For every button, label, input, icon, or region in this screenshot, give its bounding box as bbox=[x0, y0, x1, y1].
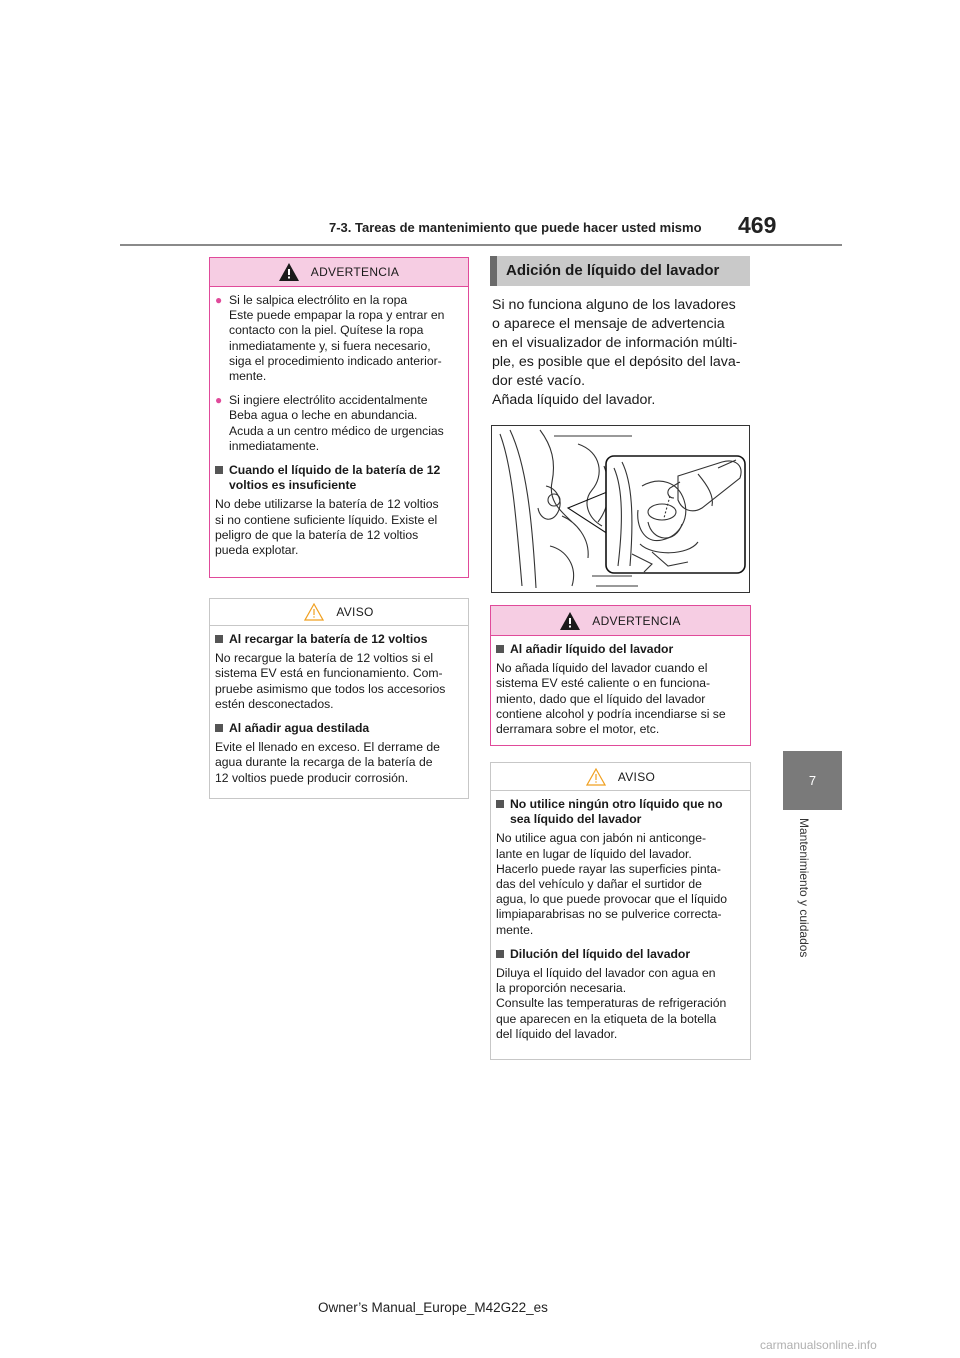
notice-item bbox=[215, 632, 463, 647]
caution-box-header bbox=[210, 599, 468, 626]
notice-line: inmediatamente. bbox=[229, 438, 320, 453]
notice-item-heading bbox=[510, 797, 745, 827]
bullet-dot-icon: ● bbox=[215, 293, 223, 307]
bullet-square-icon bbox=[215, 632, 229, 647]
notice-item bbox=[496, 947, 745, 962]
warning-triangle-icon bbox=[279, 263, 299, 281]
intro-line: o aparece el mensaje de advertencia bbox=[492, 316, 725, 332]
notice-heading-line: No utilice ningún otro líquido que no bbox=[510, 797, 723, 811]
notice-item-body bbox=[215, 651, 463, 712]
notice-item-text bbox=[229, 393, 463, 454]
notice-body-line: peligro de que la batería de 12 voltios bbox=[215, 527, 419, 542]
chapter-tab[interactable] bbox=[783, 751, 842, 810]
intro-line: ple, es posible que el depósito del lava- bbox=[492, 354, 741, 370]
warning-box-washer bbox=[490, 605, 751, 746]
notice-body-line: No añada líquido del lavador cuando el bbox=[496, 661, 708, 676]
notice-body-line: Evite el llenado en exceso. El derrame de bbox=[215, 740, 440, 755]
notice-item-body bbox=[496, 661, 745, 737]
notice-item bbox=[215, 721, 463, 736]
notice-heading-line: Al añadir líquido del lavador bbox=[510, 642, 674, 656]
notice-item-text bbox=[229, 293, 463, 384]
notice-body-line: que aparecen en la etiqueta de la botella bbox=[496, 1011, 717, 1026]
bullet-square-icon bbox=[496, 642, 510, 657]
notice-body-line: del líquido del lavador. bbox=[496, 1026, 618, 1041]
notice-heading-line: voltios es insuficiente bbox=[229, 478, 357, 493]
notice-body-line: das del vehículo y dañar el surtidor de bbox=[496, 877, 702, 892]
notice-heading-line: sea líquido del lavador bbox=[510, 812, 642, 827]
notice-item bbox=[215, 393, 463, 454]
page-number: 469 bbox=[738, 212, 777, 238]
section-intro bbox=[492, 296, 754, 410]
notice-item-body bbox=[496, 966, 745, 1042]
warning-box-title: ADVERTENCIA bbox=[310, 265, 400, 279]
warning-box-title: ADVERTENCIA bbox=[592, 613, 681, 628]
warning-box-header bbox=[491, 606, 750, 636]
notice-body-line: sistema EV está en funcionamiento. Com- bbox=[215, 666, 443, 681]
notice-line: mente. bbox=[229, 369, 267, 384]
section-heading: Adición de líquido del lavador bbox=[490, 256, 750, 286]
notice-body-line: 12 voltios puede producir corrosión. bbox=[215, 770, 409, 785]
notice-item-heading bbox=[510, 947, 745, 962]
notice-body-line: Diluya el líquido del lavador con agua en bbox=[496, 966, 716, 981]
notice-body-line: estén desconectados. bbox=[215, 696, 334, 711]
intro-line: Añada líquido del lavador. bbox=[492, 392, 656, 408]
notice-body-line: pueda explotar. bbox=[215, 543, 299, 558]
notice-body-line: agua durante la recarga de la batería de bbox=[215, 755, 433, 770]
notice-body-line: Consulte las temperaturas de refrigeración bbox=[496, 996, 727, 1011]
notice-body-line: la proporción necesaria. bbox=[496, 981, 627, 996]
notice-body-line: limpiaparabrisas no se pulverice correcta- bbox=[496, 907, 722, 922]
caution-box-title: AVISO bbox=[617, 769, 656, 784]
notice-line: Beba agua o leche en abundancia. bbox=[229, 408, 418, 423]
warning-box-body bbox=[491, 636, 750, 737]
notice-item-heading bbox=[229, 632, 463, 647]
notice-item bbox=[215, 293, 463, 384]
notice-body-line: contiene alcohol y podría incendiarse si se bbox=[496, 706, 726, 721]
notice-item-body bbox=[496, 831, 745, 937]
notice-body-line: pruebe asimismo que todos los accesorios bbox=[215, 681, 446, 696]
caution-box-washer bbox=[490, 762, 751, 1060]
notice-item-heading bbox=[229, 721, 463, 736]
notice-line: Si ingiere electrólito accidentalmente bbox=[229, 393, 428, 408]
notice-body-line: No recargue la batería de 12 voltios si el bbox=[215, 651, 434, 666]
notice-item-body bbox=[215, 740, 463, 786]
notice-heading-line: Al añadir agua destilada bbox=[229, 721, 370, 736]
notice-item-heading bbox=[229, 463, 463, 493]
engine-bay-drawing bbox=[492, 426, 749, 592]
caution-box-charging bbox=[209, 598, 469, 799]
notice-item bbox=[496, 797, 745, 827]
warning-triangle-icon bbox=[560, 612, 580, 630]
notice-body-line: si no contiene suficiente líquido. Existe el bbox=[215, 512, 438, 527]
notice-heading-line: Dilución del líquido del lavador bbox=[510, 946, 691, 961]
caution-box-body bbox=[491, 791, 750, 1042]
notice-body-line: No utilice agua con jabón ni anticonge- bbox=[496, 831, 707, 846]
header-rule bbox=[120, 244, 842, 246]
intro-line: en el visualizador de información múlti- bbox=[492, 335, 738, 351]
notice-item-body bbox=[215, 497, 463, 558]
intro-line: dor esté vacío. bbox=[492, 373, 586, 389]
intro-line: Si no funciona alguno de los lavadores bbox=[492, 297, 736, 313]
notice-line: Este puede empapar la ropa y entrar en bbox=[229, 308, 445, 323]
caution-box-header bbox=[491, 763, 750, 791]
notice-heading-line: Cuando el líquido de la batería de 12 bbox=[229, 463, 441, 478]
warning-box-body bbox=[210, 287, 468, 558]
bullet-square-icon bbox=[215, 463, 229, 493]
notice-line: Acuda a un centro médico de urgencias bbox=[229, 423, 444, 438]
notice-item bbox=[496, 642, 745, 657]
chapter-label: Mantenimiento y cuidados bbox=[797, 818, 811, 958]
warning-box-header bbox=[210, 258, 468, 287]
chapter-number: 7 bbox=[808, 773, 817, 788]
notice-body-line: agua, lo que puede provocar que el líquido bbox=[496, 892, 728, 907]
notice-heading-line: Al recargar la batería de 12 voltios bbox=[229, 632, 428, 646]
notice-body-line: Hacerlo puede rayar las superficies pinta- bbox=[496, 861, 721, 876]
footer-manual-id: Owner’s Manual_Europe_M42G22_es bbox=[318, 1300, 548, 1315]
watermark: carmanualsonline.info bbox=[760, 1338, 877, 1352]
bullet-dot-icon: ● bbox=[215, 393, 223, 408]
caution-triangle-icon bbox=[586, 768, 606, 786]
caution-triangle-icon bbox=[304, 603, 324, 621]
notice-body-line: mente. bbox=[496, 922, 534, 937]
bullet-square-icon bbox=[496, 947, 510, 962]
caution-box-title: AVISO bbox=[336, 605, 374, 619]
warning-box-battery bbox=[209, 257, 469, 578]
notice-item bbox=[215, 463, 463, 493]
notice-body-line: miento, dado que el líquido del lavador bbox=[496, 691, 706, 706]
notice-body-line: derramara sobre el motor, etc. bbox=[496, 722, 660, 737]
notice-line: Si le salpica electrólito en la ropa bbox=[229, 293, 408, 307]
notice-line: siga el procedimiento indicado anterior- bbox=[229, 353, 442, 368]
notice-item-heading bbox=[510, 642, 745, 657]
bullet-square-icon bbox=[215, 721, 229, 736]
running-header: 7-3. Tareas de mantenimiento que puede hacer usted mismo bbox=[329, 220, 702, 235]
notice-body-line: lante en lugar de líquido del lavador. bbox=[496, 846, 692, 861]
notice-line: contacto con la piel. Quítese la ropa bbox=[229, 323, 424, 338]
washer-fluid-illustration bbox=[491, 425, 750, 593]
bullet-square-icon bbox=[496, 797, 510, 827]
notice-body-line: No debe utilizarse la batería de 12 voltios bbox=[215, 497, 439, 512]
notice-body-line: sistema EV esté caliente o en funciona- bbox=[496, 676, 711, 691]
chapter-side-label bbox=[797, 818, 817, 988]
notice-line: inmediatamente y, si fuera necesario, bbox=[229, 338, 431, 353]
caution-box-body bbox=[210, 626, 468, 786]
